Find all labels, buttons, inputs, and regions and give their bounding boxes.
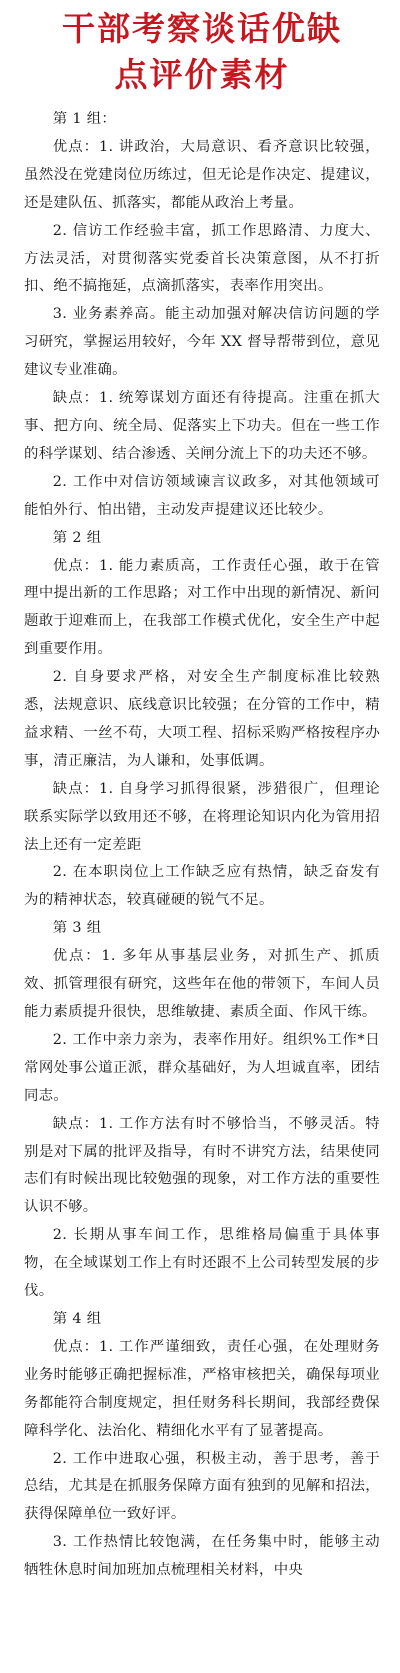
- group-4-strength-3: 3. 工作热情比较饱满，在任务集中时，能够主动牺牲休息时间加班加点梳理相关材料，中央: [24, 1534, 380, 1579]
- group-3-heading: 第 3 组: [52, 920, 102, 937]
- group-3-strength-2: 2. 工作中亲力亲为，表率作用好。组织%工作*日常网处事公道正派，群众基础好，为人坦诚直率，团结同志。: [24, 1031, 380, 1104]
- page-title: [24, 6, 380, 98]
- group-3-strength-1: 优点：1. 多年从事基层业务，对抓生产、抓质效、抓管理很有研究，这些年在他的带领下，车间人员能力素质提升很快，思维敏捷、素质全面、作风干练。: [24, 948, 380, 1020]
- group-2-weakness-1: 缺点：1. 自身学习抓得很紧，涉猎很广，但理论联系实际学以致用还不够，在将理论知识内化为管用招法上还有一定差距: [24, 780, 380, 853]
- group-4-heading: 第 4 组: [52, 1310, 102, 1327]
- group-4-strength-1: 优点：1. 工作严谨细致，责任心强，在处理财务业务时能够正确把握标准，严格审核把关，确保每项业务都能符合制度规定，担任财务科长期间，我部经费保障科学化、法治化、精细化水平有了显著提高。: [24, 1338, 380, 1439]
- group-2-heading: 第 2 组: [52, 529, 102, 546]
- title-line-1: 干部考察谈话优缺: [62, 9, 342, 48]
- group-2-strength-2: 2. 自身要求严格，对安全生产制度标准比较熟悉，法规意识、底线意识比较强；在分管的工作中，精益求精、一丝不苟，大项工程、招标采购严格按程序办事，清正廉洁，为人谦和，处事低调。: [24, 669, 380, 769]
- title-line-2: 点评价素材: [114, 55, 290, 94]
- group-1-weakness-1: 缺点：1. 统筹谋划方面还有待提高。注重在抓大事、把方向、统全局、促落实上下功夫。但在一些工作的科学谋划、结合渗透、关闸分流上下的功夫还不够。: [24, 390, 380, 462]
- group-2-weakness-2: 2. 在本职岗位上工作缺乏应有热情，缺乏奋发有为的精神状态，较真碰硬的锐气不足。: [24, 864, 380, 909]
- group-1-heading: 第 1 组：: [52, 111, 117, 127]
- group-3-weakness-1: 缺点：1. 工作方法有时不够恰当，不够灵活。特别是对下属的批评及指导，有时不讲究方法，结果使同志们有时候出现比较勉强的现象，对工作方法的重要性认识不够。: [24, 1115, 380, 1216]
- group-1-strength-1: 优点：1. 讲政治，大局意识、看齐意识比较强，虽然没在党建岗位历练过，但无论是作决定、提建议，还是建队伍、抓落实，都能从政治上考量。: [24, 138, 380, 211]
- document-body: [24, 106, 380, 1585]
- group-1-weakness-2: 2. 工作中对信访领域谏言议政多，对其他领域可能怕外行、怕出错，主动发声提建议还比较少。: [24, 473, 380, 518]
- group-1-strength-2: 2. 信访工作经验丰富，抓工作思路清、力度大、方法灵活，对贯彻落实党委首长决策意图，从不打折扣、绝不搞拖延，点滴抓落实，表率作用突出。: [24, 222, 380, 295]
- group-1-strength-3: 3. 业务素养高。能主动加强对解决信访问题的学习研究，掌握运用较好，今年 XX 督导帮带到位，意见建议专业准确。: [24, 306, 380, 379]
- group-2-strength-1: 优点：1. 能力素质高，工作责任心强，敢于在管理中提出新的工作思路；对工作中出现的新情况、新问题敢于迎难而上，在我部工作模式优化，安全生产中起到重要作用。: [24, 557, 380, 658]
- group-4-strength-2: 2. 工作中进取心强，积极主动，善于思考，善于总结，尤其是在抓服务保障方面有独到的见解和招法，获得保障单位一致好评。: [24, 1450, 380, 1523]
- group-3-weakness-2: 2. 长期从事车间工作，思维格局偏重于具体事物，在全域谋划工作上有时还跟不上公司转型发展的步伐。: [24, 1227, 380, 1300]
